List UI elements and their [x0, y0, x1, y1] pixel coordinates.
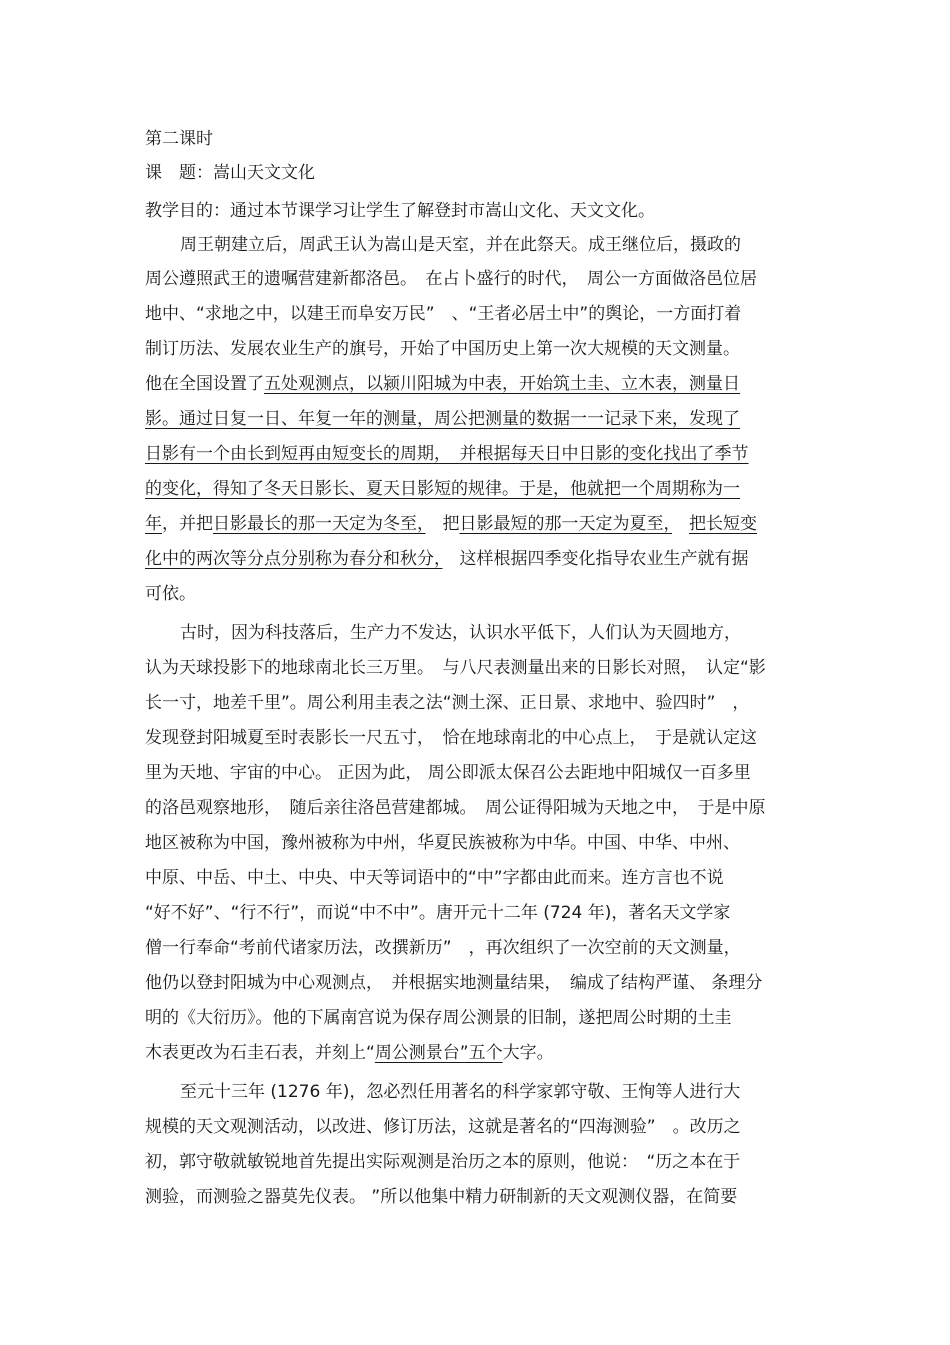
paragraph-line: 发现登封阳城夏至时表影长一尺五寸， 恰在地球南北的中心点上， 于是就认定这 — [145, 728, 757, 748]
paragraph-line — [145, 373, 810, 395]
paragraph-line — [145, 408, 810, 430]
text-segment: ，并把 — [162, 514, 213, 534]
paragraph-line: 初，郭守敬就敏锐地首先提出实际观测是治历之本的原则，他说： “历之本在于 — [145, 1152, 741, 1172]
underlined-text: 影。通过日复一日、年复一年的测量，周公把测量的数据一一记录下来，发现了 — [145, 409, 740, 429]
paragraph-line — [145, 513, 810, 535]
text-segment — [672, 514, 689, 534]
underlined-text: 五处观测点，以颍川阳城为中表，开始筑土圭、立木表，测量日 — [264, 374, 740, 394]
paragraph-line: 僧一行奉命“考前代诸家历法，改撰新历” ，再次组织了一次空前的天文测量， — [145, 938, 741, 958]
paragraph-line: 制订历法、发展农业生产的旗号，开始了中国历史上第一次大规模的天文测量。 — [145, 339, 740, 359]
paragraph-line: 明的《大衍历》。他的下属南宫说为保存周公测景的旧制，遂把周公时期的土圭 — [145, 1008, 732, 1028]
underlined-text: 日影最长的那一天定为冬至， — [213, 514, 426, 534]
paragraph-line: 他仍以登封阳城为中心观测点， 并根据实地测量结果， 编成了结构严谨、 条理分 — [145, 973, 763, 993]
underlined-text: 年 — [145, 514, 162, 534]
paragraph-line: 周王朝建立后，周武王认为嵩山是天室，并在此祭天。成王继位后，摄政的 — [180, 235, 741, 255]
underlined-text: 周公测景台”五个 — [374, 1043, 503, 1063]
text-segment: 大字。 — [502, 1043, 554, 1063]
text-segment: 这样根据四季变化指导农业生产就有据 — [442, 549, 749, 569]
paragraph-line: “好不好”、“行不行”，而说“中不中”。唐开元十二年 (724 年)，著名天文学家 — [145, 903, 731, 923]
paragraph-line — [145, 1042, 810, 1064]
paragraph-line: 认为天球投影下的地球南北长三万里。 与八尺表测量出来的日影长对照， 认定“影 — [145, 658, 766, 678]
teaching-objective: 教学目的：通过本节课学习让学生了解登封市嵩山文化、天文文化。 — [145, 201, 655, 221]
paragraph-line: 测验，而测验之器莫先仪表。 ”所以他集中精力研制新的天文观测仪器，在简要 — [145, 1187, 738, 1207]
paragraph-line: 地中、“求地之中，以建王而阜安万民” 、“王者必居土中”的舆论，一方面打着 — [145, 304, 742, 324]
paragraph-line — [145, 548, 810, 570]
text-segment: 他在全国设置了 — [145, 374, 264, 394]
text-segment: 木表更改为石圭石表，并刻上“ — [145, 1043, 375, 1063]
underlined-text: 的变化，得知了冬天日影长、夏天日影短的规律。于是，他就把一个周期称为一 — [145, 479, 740, 499]
underlined-text: 日影最短的那一天定为夏至， — [459, 514, 672, 534]
paragraph-line: 长一寸，地差千里”。周公利用圭表之法“测土深、正日景、求地中、验四时” ， — [145, 693, 750, 713]
paragraph-line: 至元十三年 (1276 年)，忽必烈任用著名的科学家郭守敬、王恂等人进行大 — [180, 1082, 741, 1102]
lesson-topic: 课 题：嵩山天文文化 — [145, 163, 315, 183]
paragraph-line: 古时，因为科技落后，生产力不发达，认识水平低下，人们认为天圆地方， — [180, 623, 741, 643]
paragraph-line: 里为天地、宇宙的中心。 正因为此， 周公即派太保召公去距地中阳城仅一百多里 — [145, 763, 751, 783]
paragraph-line — [145, 443, 810, 465]
paragraph-line: 中原、中岳、中土、中央、中天等词语中的“中”字都由此而来。连方言也不说 — [145, 868, 724, 888]
underlined-text: 日影有一个由长到短再由短变长的周期， 并根据每天日中日影的变化找出了季节 — [145, 444, 749, 464]
paragraph-line — [145, 478, 810, 500]
paragraph-line: 可依。 — [145, 584, 196, 604]
paragraph-line: 周公遵照武王的遗嘱营建新都洛邑。 在占卜盛行的时代， 周公一方面做洛邑位居 — [145, 269, 757, 289]
lesson-label: 第二课时 — [145, 129, 213, 149]
paragraph-line: 规模的天文观测活动，以改进、修订历法，这就是著名的“四海测验” 。改历之 — [145, 1117, 741, 1137]
paragraph-line: 的洛邑观察地形， 随后亲往洛邑营建都城。 周公证得阳城为天地之中， 于是中原 — [145, 798, 766, 818]
paragraph-line: 地区被称为中国，豫州被称为中州，华夏民族被称为中华。中国、中华、中州、 — [145, 833, 740, 853]
underlined-text: 化中的两次等分点分别称为春分和秋分， — [145, 549, 443, 569]
underlined-text: 把长短变 — [689, 514, 757, 534]
text-segment: 把 — [425, 514, 460, 534]
